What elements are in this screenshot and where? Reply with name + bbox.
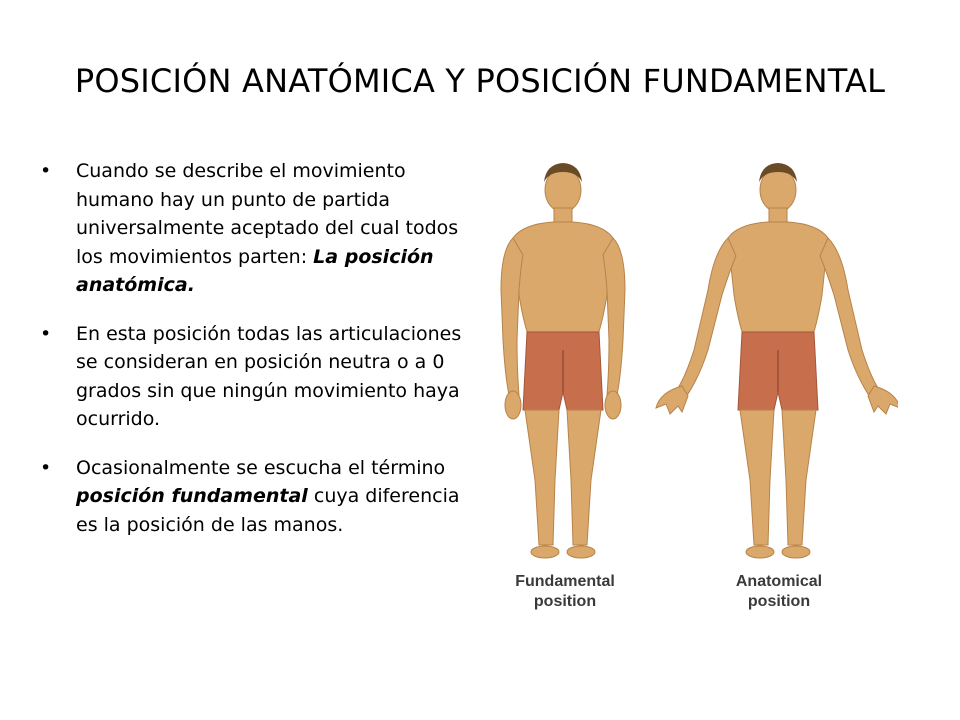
bullet-marker: • bbox=[40, 160, 52, 182]
caption-line-1: Anatomical bbox=[735, 573, 823, 590]
bullet-marker: • bbox=[40, 322, 52, 345]
caption-line-2: position bbox=[533, 593, 597, 610]
anatomy-illustration bbox=[478, 160, 898, 622]
caption-line-2: position bbox=[747, 593, 811, 610]
caption-line-1: Fundamental bbox=[515, 573, 615, 590]
anatomy-svg bbox=[478, 160, 898, 570]
bullet-text: Ocasionalmente se escucha el término bbox=[76, 456, 446, 479]
bullet-item-3 bbox=[40, 454, 480, 540]
bullet-item-1 bbox=[40, 157, 480, 300]
anatomical-position-figure bbox=[656, 163, 898, 558]
fundamental-position-figure bbox=[501, 163, 625, 558]
bullet-emphasis: posición fundamental bbox=[76, 485, 308, 507]
bullet-text: Cuando se describe el movimiento humano hay un punto de partida universalmente aceptado del cual todos los movimientos parten: bbox=[76, 160, 459, 268]
bullet-list bbox=[40, 157, 480, 559]
bullet-text: En esta posición todas las articulaciones se consideran en posición neutra o a 0 grados sin que ningún movimiento haya ocurrido. bbox=[76, 322, 462, 430]
bullet-emphasis: La posición anatómica. bbox=[76, 245, 434, 296]
caption-anatomical-position bbox=[699, 572, 859, 612]
caption-fundamental-position bbox=[485, 572, 645, 612]
bullet-marker: • bbox=[40, 456, 52, 479]
bullet-item-2 bbox=[40, 320, 480, 434]
slide-title: POSICIÓN ANATÓMICA Y POSICIÓN FUNDAMENTAL bbox=[74, 62, 886, 100]
bullet-text-after: cuya diferencia es la posición de las manos. bbox=[76, 485, 460, 536]
